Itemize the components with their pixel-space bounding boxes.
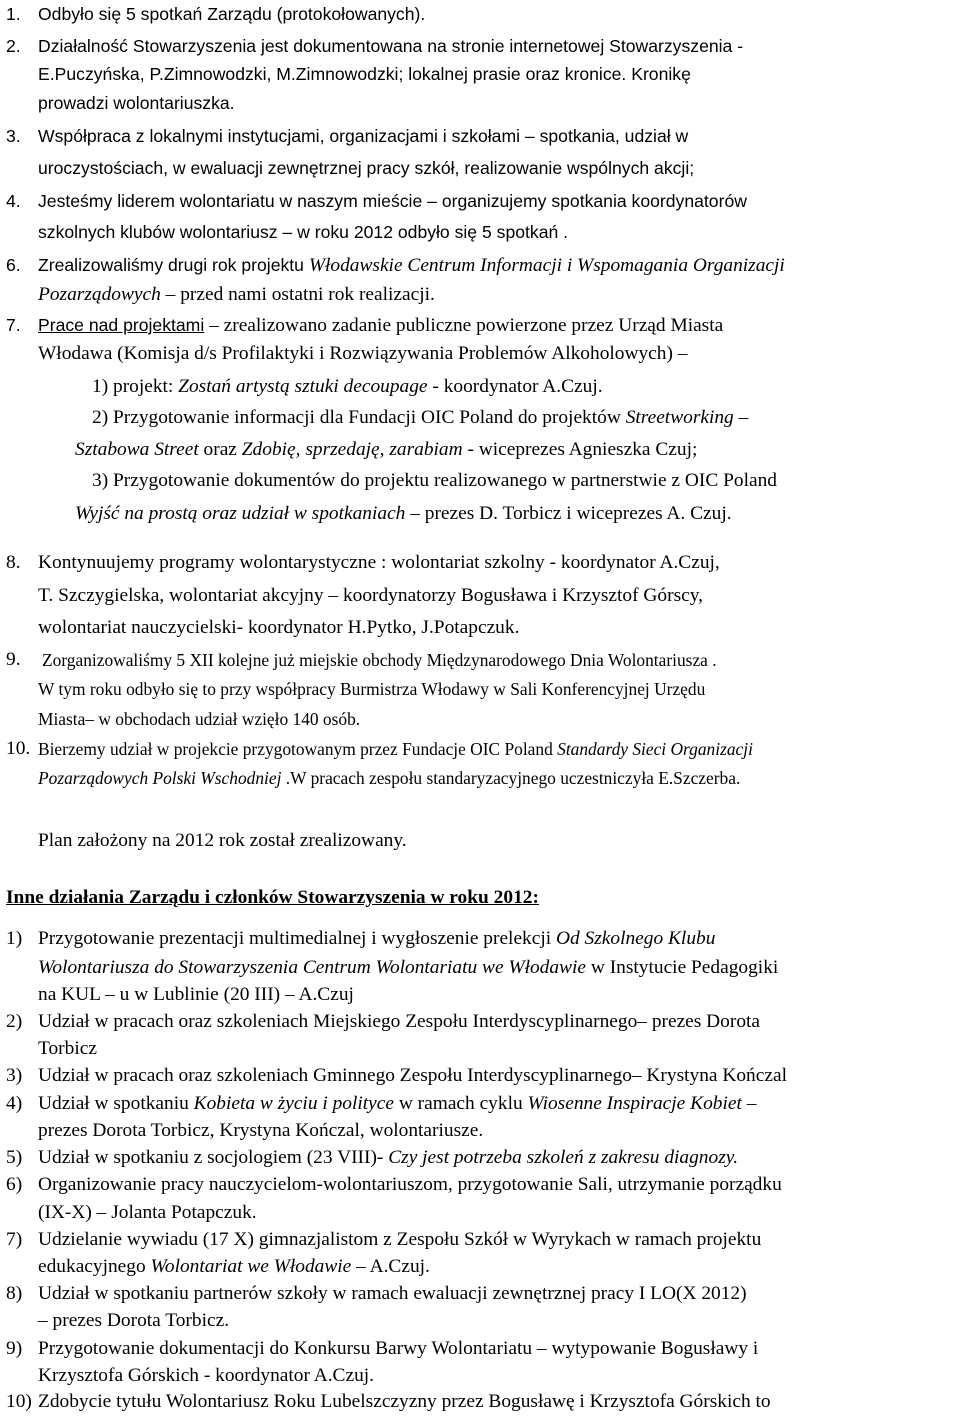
item-text: – <box>741 1093 757 1114</box>
item-number: 8. <box>6 552 21 573</box>
item-text: w Instytucie Pedagogiki <box>586 957 779 978</box>
item-text: (IX-X) – Jolanta Potapczuk. <box>38 1202 257 1223</box>
item-text: szkolnych klubów wolontariusz – w roku 2012 odbyło się 5 spotkań . <box>38 222 569 242</box>
item-number: 2) <box>6 1011 23 1032</box>
item-text: – prezes Dorota Torbicz. <box>38 1310 230 1331</box>
lecture-title: Od Szkolnego Klubu <box>555 928 716 949</box>
item-number: 8) <box>6 1283 23 1304</box>
item-text: E.Puczyńska, P.Zimnowodzki, M.Zimnowodzki; lokalnej prasie oraz kronice. Kronikę <box>38 64 691 84</box>
project-title: Włodawskie Centrum Informacji i Wspomagania Organizacji <box>308 255 785 276</box>
item-text: Jesteśmy liderem wolontariatu w naszym mieście – organizujemy spotkania koordynatorów <box>38 191 747 211</box>
item-number: 10) <box>6 1391 32 1412</box>
item-text: Kontynuujemy programy wolontarystyczne : wolontariat szkolny - koordynator A.Czuj, <box>38 552 720 573</box>
item-number: 10. <box>6 738 31 759</box>
item-text: Współpraca z lokalnymi instytucjami, organizacjami i szkołami – spotkania, udział w <box>38 126 689 146</box>
event-title: Wiosenne Inspiracje Kobiet <box>527 1093 742 1114</box>
item-text: Udział w spotkaniu z socjologiem (23 VIII)- <box>38 1147 389 1168</box>
item-number: 9. <box>6 649 21 670</box>
item-text: Włodawa (Komisja d/s Profilaktyki i Rozwiązywania Problemów Alkoholowych) – <box>38 343 688 364</box>
project-title: Zostań artystą sztuki decoupage <box>178 376 428 397</box>
item-text: prezes Dorota Torbicz, Krystyna Kończal, wolontariusze. <box>38 1120 484 1141</box>
item-number: 4. <box>6 191 21 211</box>
underlined-heading: Prace nad projektami <box>38 315 205 335</box>
item-text: – prezes D. Torbicz i wiceprezes A. Czuj. <box>405 503 732 524</box>
item-text: Zorganizowaliśmy 5 XII kolejne już miejskie obchody Międzynarodowego Dnia Wolontariusza . <box>42 650 717 670</box>
item-text: wolontariat nauczycielski- koordynator H.Pytko, J.Potapczuk. <box>38 617 520 638</box>
project-title: Standardy Sieci Organizacji <box>557 739 753 759</box>
project-title: Wyjść na prostą oraz udział w spotkaniach <box>75 503 406 524</box>
item-text: Krzysztofa Górskich - koordynator A.Czuj. <box>38 1365 375 1386</box>
item-text: - koordynator A.Czuj. <box>427 376 603 397</box>
item-number: 1) <box>6 928 23 949</box>
item-text: W tym roku odbyło się to przy współpracy Burmistrza Włodawy w Sali Konferencyjnej Urzędu <box>38 679 706 699</box>
item-text: na KUL – u w Lublinie (20 III) – A.Czuj <box>38 984 354 1005</box>
item-text: Udział w pracach oraz szkoleniach Miejskiego Zespołu Interdyscyplinarnego– prezes Dorota <box>38 1011 761 1032</box>
project-title: Wolontariat we Włodawie <box>150 1256 352 1277</box>
event-title: Kobieta w życiu i polityce <box>193 1093 394 1114</box>
project-title: Streetworking – <box>625 407 749 428</box>
item-text: 3) Przygotowanie dokumentów do projektu realizowanego w partnerstwie z OIC Poland <box>92 470 777 491</box>
item-text: Udział w pracach oraz szkoleniach Gminnego Zespołu Interdyscyplinarnego– Krystyna Kończal <box>38 1065 787 1086</box>
item-number: 3) <box>6 1065 23 1086</box>
item-text: 1) projekt: <box>92 376 179 397</box>
item-text: Torbicz <box>38 1038 97 1059</box>
item-number: 3. <box>6 126 21 146</box>
item-text: – przed nami ostatni rok realizacji. <box>160 284 435 305</box>
item-text: Odbyło się 5 spotkań Zarządu (protokołowanych). <box>38 4 426 24</box>
item-text: T. Szczygielska, wolontariat akcyjny – koordynatorzy Bogusława i Krzysztof Górscy, <box>38 585 704 606</box>
item-number: 6. <box>6 255 21 275</box>
item-text: – A.Czuj. <box>351 1256 430 1277</box>
item-text: uroczystościach, w ewaluacji zewnętrznej pracy szkół, realizowanie wspólnych akcji; <box>38 158 695 178</box>
item-text: Bierzemy udział w projekcie przygotowanym przez Fundacje OIC Poland <box>38 739 558 759</box>
item-text: Zrealizowaliśmy drugi rok projektu <box>38 255 309 275</box>
item-text: w ramach cyklu <box>393 1093 528 1114</box>
project-title: Zdobię, sprzedaję, zarabiam <box>241 439 463 460</box>
item-number: 6) <box>6 1174 23 1195</box>
item-text: Udział w spotkaniu partnerów szkoły w ramach ewaluacji zewnętrznej pracy I LO(X 2012) <box>38 1283 747 1304</box>
item-text: 2) Przygotowanie informacji dla Fundacji OIC Poland do projektów <box>92 407 626 428</box>
item-text: Przygotowanie prezentacji multimedialnej i wygłoszenie prelekcji <box>38 928 556 949</box>
item-number: 4) <box>6 1093 23 1114</box>
item-number: 1. <box>6 4 21 24</box>
item-text: prowadzi wolontariuszka. <box>38 93 235 113</box>
item-number: 7) <box>6 1229 23 1250</box>
project-title: Sztabowa Street <box>75 439 199 460</box>
item-text: Udział w spotkaniu <box>38 1093 194 1114</box>
item-number: 9) <box>6 1338 23 1359</box>
item-text: Zdobycie tytułu Wolontariusz Roku Lubelszczyzny przez Bogusławę i Krzysztofa Górskich to <box>38 1391 771 1412</box>
event-title: Czy jest potrzeba szkoleń z zakresu diagnozy. <box>388 1147 739 1168</box>
lecture-title: Wolontariusza do Stowarzyszenia Centrum Wolontariatu we Włodawie <box>38 957 587 978</box>
item-number: 5) <box>6 1147 23 1168</box>
item-text: – zrealizowano zadanie publiczne powierzone przez Urząd Miasta <box>204 315 724 336</box>
heading-text: Inne działania Zarządu i członków Stowarzyszenia w roku 2012: <box>6 887 539 908</box>
item-text: - wiceprezes Agnieszka Czuj; <box>462 439 698 460</box>
item-text: .W pracach zespołu standaryzacyjnego uczestniczyła E.Szczerba. <box>281 768 741 788</box>
item-text: oraz <box>198 439 242 460</box>
item-number: 2. <box>6 36 21 56</box>
plan-text: Plan założony na 2012 rok został zrealizowany. <box>38 830 407 851</box>
item-text: Działalność Stowarzyszenia jest dokumentowana na stronie internetowej Stowarzyszenia - <box>38 36 744 56</box>
item-text: edukacyjnego <box>38 1256 151 1277</box>
item-number: 7. <box>6 315 21 335</box>
project-title: Pozarządowych Polski Wschodniej <box>38 768 282 788</box>
project-title: Pozarządowych <box>38 284 161 305</box>
item-text: Przygotowanie dokumentacji do Konkursu Barwy Wolontariatu – wytypowanie Bogusławy i <box>38 1338 759 1359</box>
item-text: Miasta– w obchodach udział wzięło 140 osób. <box>38 709 361 729</box>
item-text: Udzielanie wywiadu (17 X) gimnazjalistom z Zespołu Szkół w Wyrykach w ramach projektu <box>38 1229 762 1250</box>
item-text: Organizowanie pracy nauczycielom-wolontariuszom, przygotowanie Sali, utrzymanie porządku <box>38 1174 782 1195</box>
